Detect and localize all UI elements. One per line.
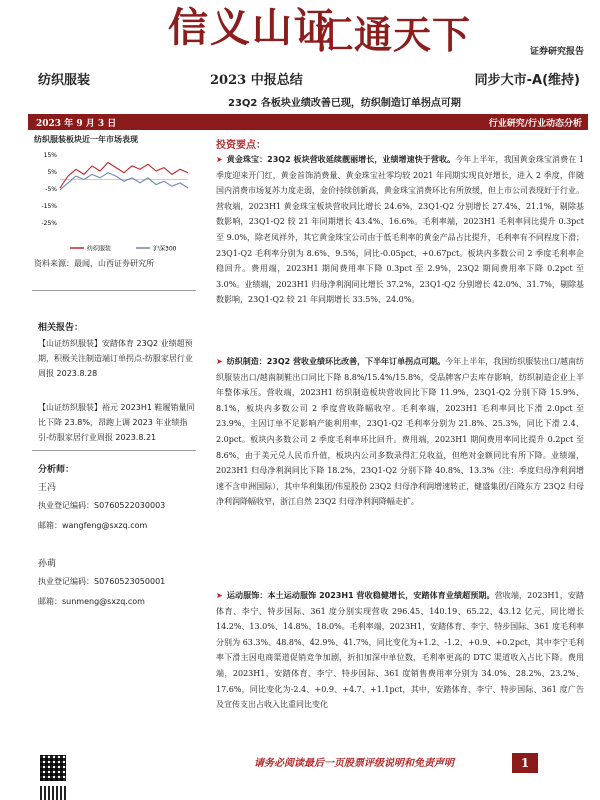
header-row [0, 62, 600, 88]
qr-code-icon [40, 755, 66, 781]
report-headline: 23Q2 各板块业绩改善已现，纺织制造订单拐点可期 [228, 98, 461, 109]
investment-highlights-title: 投资要点： [216, 140, 266, 151]
y-tick-label: 5% [47, 169, 57, 176]
legend-label: 沪深300 [153, 245, 177, 253]
report-category: 行业研究/行业动态分析 [488, 119, 582, 129]
report-type-label: 证券研究报告 [529, 47, 584, 57]
related-report-2[interactable]: 【山证纺织服装】裕元 2023H1 鞋履销量同比下降 23.8%，昂跑上调 2023 年业绩指引-纺服家居行业周报 2023.8.21 [38, 403, 195, 442]
market-performance-chart [32, 148, 196, 256]
bullet-icon: ➤ [216, 155, 223, 164]
y-tick-label: -5% [45, 186, 57, 193]
bullet-icon: ➤ [216, 591, 223, 600]
summary-title: 2023 中报总结 [210, 73, 303, 88]
related-report-1[interactable]: 【山证纺织服装】安踏体育 23Q2 业绩超预期，积极关注制造端订单拐点-纺服家居行业周报 2023.8.28 [38, 339, 193, 378]
divider [32, 290, 196, 291]
analyst-email[interactable]: 邮箱：sunmeng@sxzq.com [38, 597, 145, 606]
report-date: 2023 年 9 月 3 日 [36, 119, 117, 129]
analyst-name: 王冯 [38, 483, 57, 493]
paragraph-jewelry [216, 152, 584, 308]
barcode-icon [40, 786, 66, 800]
para-lead: 运动服饰：本土运动服饰 2023H1 营收稳健增长，安踏体育业绩超预期。 [226, 591, 495, 600]
disclaimer-text[interactable]: 请务必阅读最后一页股票评级说明和免责声明 [254, 758, 454, 769]
paragraph-sportswear [216, 588, 584, 713]
y-tick-label: -15% [41, 203, 57, 210]
sector-title: 纺织服装 [38, 73, 91, 88]
company-slogan-text: 汇通天下 [315, 12, 472, 57]
analyst-cert: 执业登记编码：S0760523050001 [38, 577, 166, 586]
para-lead: 纺织制造：23Q2 营收业绩环比改善，下半年订单拐点可期。 [226, 357, 446, 366]
analyst-email[interactable]: 邮箱：wangfeng@sxzq.com [38, 521, 148, 530]
date-category-bar [28, 114, 588, 130]
analyst-name: 孙萌 [38, 559, 57, 569]
para-body: 今年上半年，我国纺织服装出口/越南纺织服装出口/越南制鞋出口同比下降 8.8%/15.4%/15.8%，受品牌客户去库存影响，纺织制造企业上半年整体承压。营收端，2023H1 纺织制造板块营收同比下降 11.9%，23Q1-Q2 分别下降 15.9%、8.1%，板块内多数公司 2 季度营收降幅收窄。毛利率端，2023H1 毛利率同比下滑 2.0pct 至 23.9%，主因订单不足影响产能利用率，23Q1-Q2 毛利率分别为 21.8%、25.3%，同比下滑 2.4、2.0pct。板块内多数公司 2 季度毛利率环比回升。费用端，2023H1 期间费用率同比提升 0.2pct 至 8.6%，由于美元兑人民币升值，板块内公司多数录得汇兑收益，但绝对金额同比有所下降。业绩端，2023H1 归母净利润同比下降 18.2%，23Q1-Q2 分别下降 40.8%、13.3%（注：季度归母净利润增速不含申洲国际），其中华利集团/伟星股份 23Q2 归母净利润增速转正，健盛集团/百隆东方 23Q2 归母净利润降幅收窄，浙江自然 23Q2 归母净利润降幅走扩。 [216, 357, 584, 507]
chart-source: 资料来源：最闻，山西证券研究所 [34, 259, 154, 268]
company-logo-text: 信义山证 [168, 4, 336, 51]
analysts-title: 分析师： [38, 465, 75, 475]
y-tick-label: 15% [43, 152, 57, 159]
para-lead: 黄金珠宝：23Q2 板块营收延续靓丽增长，业绩增速快于营收。 [226, 155, 456, 164]
series-line [60, 173, 188, 190]
related-reports-title: 相关报告： [38, 323, 84, 333]
logo-banner [0, 0, 600, 62]
y-tick-label: -25% [41, 220, 57, 227]
para-body: 今年上半年，我国黄金珠宝消费在 1 季度迎来开门红，黄金首饰消费量、黄金珠宝社零均较 2021 年同期实现良好增长，进入 2 季度，伴随国内消费市场复苏力度走弱，金价持续创新高，黄金珠宝消费环比有所放缓，但上市公司表现好于行业。 [216, 155, 584, 196]
chart-title: 纺织服装板块近一年市场表现 [34, 135, 138, 144]
main-content [206, 130, 588, 750]
bullet-icon: ➤ [216, 357, 223, 366]
footer-bar [210, 752, 526, 774]
analyst-cert: 执业登记编码：S0760522030003 [38, 501, 166, 510]
legend-label: 纺织服装 [87, 245, 112, 253]
para-body: 营收端，2023H1 黄金珠宝板块营收同比增长 24.6%，23Q1-Q2 分别增长 27.4%、21.1%，剔除基数影响，23Q1-Q2 较 21 年同期增长 43.4%、16.6%。毛利率端，2023H1 毛利率同比提升 0.3pct 至 9.0%，除老凤祥外，其它黄金珠宝公司由于低毛利率的黄金产品占比提升，毛利率有不同程度下滑；23Q1-Q2 毛利率分别为 8.6%、9.5%，同比-0.05pct、+0.67pct。板块内多数公司 2 季度毛利率企稳回升。费用端，2023H1 期间费用率下降 0.3pct 至 2.9%，23Q2 期间费用率下降 0.2pct 至 3.0%。业绩端，2023H1 归母净利润同比增长 37.2%，23Q1-Q2 分别增长 42.0%、31.7%，剔除基数影响，23Q1-Q2 较 21 年同期增长 33.5%、24.0%。 [216, 201, 584, 305]
divider [32, 450, 196, 451]
page-number: 1 [512, 753, 538, 773]
rating-label: 同步大市-A(维持) [474, 73, 580, 88]
sidebar [28, 130, 200, 750]
para-body: 营收端，2023H1，安踏体育、李宁、特步国际、361 度分别实现营收 296.45、140.19、65.22、43.12 亿元，同比增长 14.2%、13.0%、14.8%、18.0%。毛利率端，2023H1，安踏体育、李宁、特步国际、361 度毛利率分别为 63.3%、48.8%、42.9%、41.7%，同比变化为+1.2、-1.2、+0.9、+0.2pct，其中李宁毛利率下滑主因电商渠道促销竞争加剧，折扣加深中单位数，毛利率更高的 DTC 渠道收入占比下降。费用端，2023H1，安踏体育、李宁、特步国际、361 度销售费用率分别为 34.0%、28.2%、23.2%、17.6%，同比变化为-2.4、+0.9、+4.7、+1.1pct，其中，安踏体育、李宁、特步国际、361 度广告及宣传支出占收入比重同比变化 [216, 591, 584, 710]
paragraph-textile [216, 354, 584, 510]
